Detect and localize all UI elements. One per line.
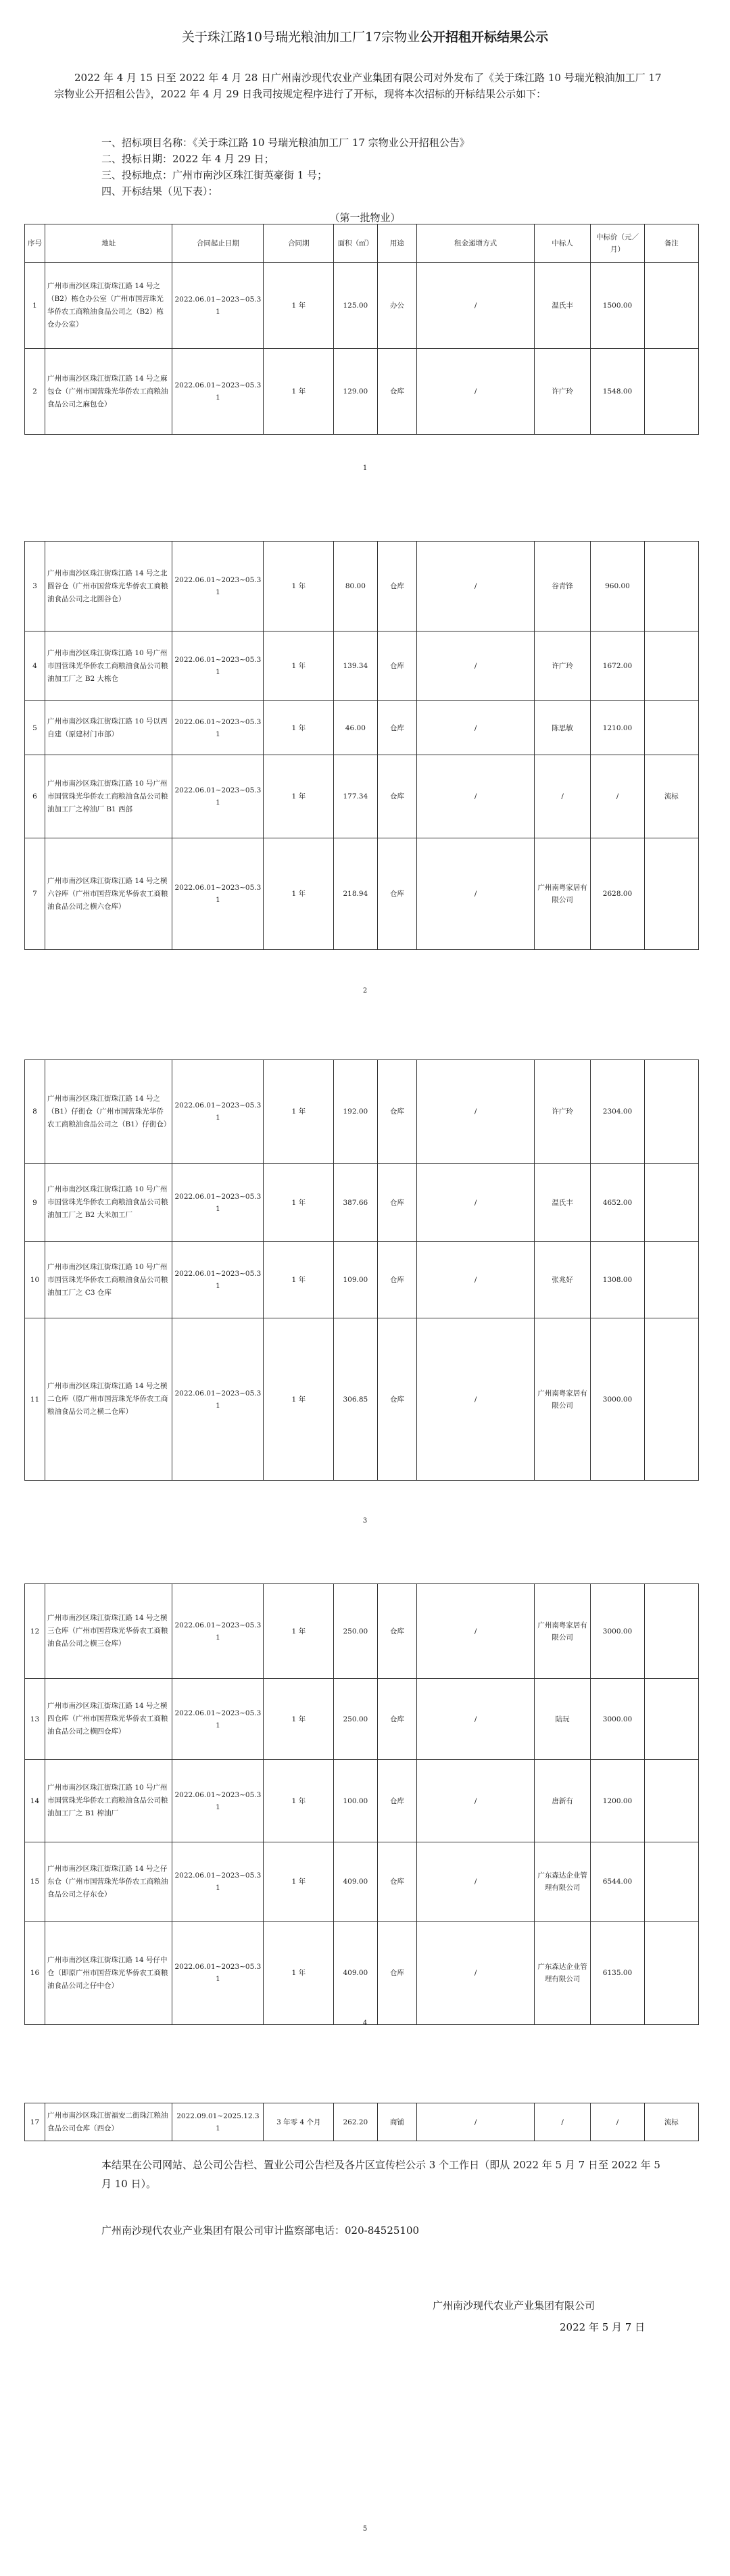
- cell-remark: [644, 1242, 698, 1318]
- cell-contract-term: 1 年: [264, 838, 334, 950]
- cell-rent-increase: /: [417, 1584, 534, 1679]
- table-row: [25, 349, 699, 435]
- cell-usage: 仓库: [377, 1584, 417, 1679]
- table-row: [25, 1842, 699, 1922]
- cell-contract-period: 2022.06.01~2023~05.31: [172, 1164, 264, 1242]
- cell-winning-price: 3000.00: [591, 1679, 644, 1760]
- results-table-page-1: [24, 224, 699, 435]
- cell-contract-term: 1 年: [264, 263, 334, 349]
- cell-address: 广州市南沙区珠江街珠江路 14 号之（B2）栋仓办公室（广州市国营珠光华侨农工商粮油食品公司之（B2）栋仓办公室）: [45, 263, 172, 349]
- cell-address: 广州市南沙区珠江街珠江路 10 号广州市国营珠光华侨农工商粮油食品公司粮油加工厂之 C3 仓库: [45, 1242, 172, 1318]
- cell-address: 广州市南沙区珠江街珠江路 14 号之仔东仓（广州市国营珠光华侨农工商粮油食品公司之仔东仓）: [45, 1842, 172, 1922]
- cell-contract-term: 1 年: [264, 1318, 334, 1481]
- cell-remark: [644, 1318, 698, 1481]
- cell-contract-period: 2022.06.01~2023~05.31: [172, 1679, 264, 1760]
- cell-remark: [644, 1679, 698, 1760]
- cell-winning-bidder: /: [534, 2103, 591, 2141]
- cell-winning-bidder: 广东森达企业管理有限公司: [534, 1922, 591, 2025]
- cell-contract-period: 2022.06.01~2023~05.31: [172, 542, 264, 631]
- cell-usage: 仓库: [377, 838, 417, 950]
- cell-address: 广州市南沙区珠江街珠江路 14 号之横二仓库（原广州市国营珠光华侨农工商粮油食品公司之横二仓库）: [45, 1318, 172, 1481]
- cell-area: 409.00: [334, 1922, 377, 2025]
- cell-winning-price: 2304.00: [591, 1060, 644, 1164]
- cell-address: 广州市南沙区珠江街珠江路 14 号之北圆谷仓（广州市国营珠光华侨农工商粮油食品公司之北圆谷仓）: [45, 542, 172, 631]
- signature-date: 2022 年 5 月 7 日: [560, 2321, 646, 2333]
- cell-usage: 仓库: [377, 1164, 417, 1242]
- cell-contract-period: 2022.06.01~2023~05.31: [172, 1242, 264, 1318]
- cell-row-number: 11: [25, 1318, 45, 1481]
- cell-remark: 流标: [644, 2103, 698, 2141]
- cell-usage: 办公: [377, 263, 417, 349]
- cell-area: 387.66: [334, 1164, 377, 1242]
- cell-address: 广州市南沙区珠江街福安二街珠江粮油食品公司仓库（西仓）: [45, 2103, 172, 2141]
- cell-usage: 仓库: [377, 1060, 417, 1164]
- cell-rent-increase: /: [417, 838, 534, 950]
- cell-winning-bidder: 广州南粤家居有限公司: [534, 1584, 591, 1679]
- cell-contract-term: 1 年: [264, 1922, 334, 2025]
- cell-winning-bidder: 许广玲: [534, 1060, 591, 1164]
- cell-contract-period: 2022.06.01~2023~05.31: [172, 1760, 264, 1842]
- cell-address: 广州市南沙区珠江街珠江路 10 号广州市国营珠光华侨农工商粮油食品公司粮油加工厂之 B1 榨油厂: [45, 1760, 172, 1842]
- column-header-winning-bidder: 中标人: [534, 224, 591, 263]
- cell-remark: [644, 1584, 698, 1679]
- cell-rent-increase: /: [417, 1679, 534, 1760]
- cell-winning-bidder: 许广玲: [534, 631, 591, 701]
- page-number: 3: [362, 1517, 368, 1525]
- cell-area: 125.00: [334, 263, 377, 349]
- cell-area: 250.00: [334, 1584, 377, 1679]
- cell-rent-increase: /: [417, 542, 534, 631]
- cell-winning-bidder: 谷青锋: [534, 542, 591, 631]
- cell-contract-period: 2022.06.01~2023~05.31: [172, 349, 264, 435]
- column-header-usage: 用途: [377, 224, 417, 263]
- cell-contract-period: 2022.06.01~2023~05.31: [172, 1842, 264, 1922]
- cell-contract-term: 1 年: [264, 1584, 334, 1679]
- cell-row-number: 7: [25, 838, 45, 950]
- page-number: 2: [362, 987, 368, 995]
- cell-remark: [644, 542, 698, 631]
- results-table-page-4: [24, 1583, 699, 2025]
- intro-paragraph: 2022 年 4 月 15 日至 2022 年 4 月 28 日广州南沙现代农业产业集团有限公司对外发布了《关于珠江路 10 号瑞光粮油加工厂 17 宗物业公开招租公告》，2022 年 4 月 29 日我司按规定程序进行了开标，现将本次招标的开标结果公示如下：: [54, 72, 662, 100]
- cell-usage: 仓库: [377, 1922, 417, 2025]
- cell-contract-period: 2022.06.01~2023~05.31: [172, 631, 264, 701]
- cell-address: 广州市南沙区珠江街珠江路 10 号以西自建（原建材门市部）: [45, 701, 172, 755]
- column-header-remark: 备注: [644, 224, 698, 263]
- cell-address: 广州市南沙区珠江街珠江路 14 号仔中仓（即原广州市国营珠光华侨农工商粮油食品公司之仔中仓）: [45, 1922, 172, 2025]
- cell-rent-increase: /: [417, 1060, 534, 1164]
- cell-rent-increase: /: [417, 1922, 534, 2025]
- cell-area: 100.00: [334, 1760, 377, 1842]
- cell-winning-price: 1672.00: [591, 631, 644, 701]
- results-table-page-5: [24, 2103, 699, 2141]
- cell-winning-price: 960.00: [591, 542, 644, 631]
- cell-row-number: 4: [25, 631, 45, 701]
- cell-row-number: 10: [25, 1242, 45, 1318]
- cell-winning-price: 6544.00: [591, 1842, 644, 1922]
- page-number: 4: [362, 2020, 368, 2027]
- cell-area: 109.00: [334, 1242, 377, 1318]
- cell-contract-term: 1 年: [264, 542, 334, 631]
- cell-winning-bidder: 温氏丰: [534, 263, 591, 349]
- publicity-note: 本结果在公司网站、总公司公告栏、置业公司公告栏及各片区宣传栏公示 3 个工作日（即从 2022 年 5 月 7 日至 2022 年 5 月 10 日）。: [101, 2159, 660, 2190]
- cell-row-number: 15: [25, 1842, 45, 1922]
- cell-winning-price: 3000.00: [591, 1584, 644, 1679]
- cell-remark: 流标: [644, 755, 698, 838]
- cell-remark: [644, 1164, 698, 1242]
- cell-winning-price: 4652.00: [591, 1164, 644, 1242]
- cell-winning-price: /: [591, 2103, 644, 2141]
- table-row: [25, 1318, 699, 1481]
- cell-winning-bidder: /: [534, 755, 591, 838]
- results-table-page-3: [24, 1059, 699, 1481]
- cell-address: 广州市南沙区珠江街珠江路 10 号广州市国营珠光华侨农工商粮油食品公司粮油加工厂之 B2 大米加工厂: [45, 1164, 172, 1242]
- table-row: [25, 542, 699, 631]
- cell-rent-increase: /: [417, 1242, 534, 1318]
- cell-remark: [644, 1060, 698, 1164]
- cell-area: 139.34: [334, 631, 377, 701]
- cell-address: 广州市南沙区珠江街珠江路 10 号广州市国营珠光华侨农工商粮油食品公司粮油加工厂之 B2 大栋仓: [45, 631, 172, 701]
- column-header-address: 地址: [45, 224, 172, 263]
- cell-usage: 仓库: [377, 755, 417, 838]
- info-results-label: 四、开标结果（见下表）：: [101, 185, 218, 197]
- cell-row-number: 2: [25, 349, 45, 435]
- cell-remark: [644, 1922, 698, 2025]
- cell-row-number: 6: [25, 755, 45, 838]
- cell-remark: [644, 701, 698, 755]
- cell-rent-increase: /: [417, 701, 534, 755]
- cell-contract-period: 2022.06.01~2023~05.31: [172, 1060, 264, 1164]
- cell-rent-increase: /: [417, 1842, 534, 1922]
- table-row: [25, 1060, 699, 1164]
- cell-contract-term: 1 年: [264, 1679, 334, 1760]
- cell-address: 广州市南沙区珠江街珠江路 14 号之麻包仓（广州市国营珠光华侨农工商粮油食品公司之麻包仓）: [45, 349, 172, 435]
- cell-row-number: 9: [25, 1164, 45, 1242]
- cell-row-number: 14: [25, 1760, 45, 1842]
- cell-winning-price: 1308.00: [591, 1242, 644, 1318]
- cell-contract-term: 1 年: [264, 1164, 334, 1242]
- cell-winning-bidder: 广东森达企业管理有限公司: [534, 1842, 591, 1922]
- table-row: [25, 1242, 699, 1318]
- cell-contract-period: 2022.06.01~2023~05.31: [172, 1584, 264, 1679]
- cell-remark: [644, 838, 698, 950]
- cell-rent-increase: /: [417, 755, 534, 838]
- cell-contract-term: 1 年: [264, 1842, 334, 1922]
- table-row: [25, 838, 699, 950]
- cell-winning-price: 6135.00: [591, 1922, 644, 2025]
- cell-winning-price: 1210.00: [591, 701, 644, 755]
- batch-label: （第一批物业）: [329, 212, 401, 224]
- cell-contract-period: 2022.06.01~2023~05.31: [172, 1318, 264, 1481]
- cell-contract-term: 1 年: [264, 701, 334, 755]
- cell-contract-term: 3 年零 4 个月: [264, 2103, 334, 2141]
- cell-winning-bidder: 陆玩: [534, 1679, 591, 1760]
- info-project-name: 一、招标项目名称：《关于珠江路 10 号瑞光粮油加工厂 17 宗物业公开招租公告》: [101, 137, 470, 149]
- cell-winning-bidder: 唐新有: [534, 1760, 591, 1842]
- cell-winning-price: 1500.00: [591, 263, 644, 349]
- audit-contact: 广州南沙现代农业产业集团有限公司审计监察部电话：020-84525100: [101, 2224, 420, 2237]
- cell-contract-period: 2022.09.01~2025.12.31: [172, 2103, 264, 2141]
- table-header-row: [25, 224, 699, 263]
- cell-usage: 仓库: [377, 1679, 417, 1760]
- cell-contract-period: 2022.06.01~2023~05.31: [172, 755, 264, 838]
- cell-remark: [644, 1760, 698, 1842]
- cell-area: 80.00: [334, 542, 377, 631]
- table-row: [25, 263, 699, 349]
- cell-winning-bidder: 温氏丰: [534, 1164, 591, 1242]
- column-header-winning-price: 中标价（元／月）: [591, 224, 644, 263]
- cell-winning-price: 1548.00: [591, 349, 644, 435]
- page-number: 1: [362, 464, 368, 472]
- table-row: [25, 755, 699, 838]
- info-bid-location: 三、投标地点：广州市南沙区珠江街英豪街 1 号；: [101, 169, 328, 181]
- cell-rent-increase: /: [417, 2103, 534, 2141]
- table-row: [25, 1164, 699, 1242]
- cell-contract-period: 2022.06.01~2023~05.31: [172, 263, 264, 349]
- column-header-rent-increase: 租金递增方式: [417, 224, 534, 263]
- cell-contract-term: 1 年: [264, 1242, 334, 1318]
- table-row: [25, 1760, 699, 1842]
- cell-row-number: 17: [25, 2103, 45, 2141]
- cell-winning-bidder: 张兆好: [534, 1242, 591, 1318]
- cell-address: 广州市南沙区珠江街珠江路 14 号之横三仓库（广州市国营珠光华侨农工商粮油食品公司之横三仓库）: [45, 1584, 172, 1679]
- column-header-area: 面积（㎡）: [334, 224, 377, 263]
- cell-area: 218.94: [334, 838, 377, 950]
- cell-usage: 仓库: [377, 1242, 417, 1318]
- page-number: 5: [362, 2525, 368, 2533]
- cell-contract-period: 2022.06.01~2023~05.31: [172, 701, 264, 755]
- cell-row-number: 13: [25, 1679, 45, 1760]
- cell-area: 177.34: [334, 755, 377, 838]
- table-row: [25, 701, 699, 755]
- table-row: [25, 2103, 699, 2141]
- cell-address: 广州市南沙区珠江街珠江路 14 号之横六谷库（广州市国营珠光华侨农工商粮油食品公司之横六仓库）: [45, 838, 172, 950]
- cell-area: 250.00: [334, 1679, 377, 1760]
- cell-usage: 仓库: [377, 631, 417, 701]
- cell-area: 46.00: [334, 701, 377, 755]
- cell-remark: [644, 349, 698, 435]
- cell-usage: 仓库: [377, 542, 417, 631]
- cell-usage: 商铺: [377, 2103, 417, 2141]
- cell-winning-price: /: [591, 755, 644, 838]
- cell-area: 306.85: [334, 1318, 377, 1481]
- cell-usage: 仓库: [377, 701, 417, 755]
- cell-row-number: 16: [25, 1922, 45, 2025]
- cell-address: 广州市南沙区珠江街珠江路 10 号广州市国营珠光华侨农工商粮油食品公司粮油加工厂之榨油厂 B1 西部: [45, 755, 172, 838]
- cell-usage: 仓库: [377, 1842, 417, 1922]
- cell-area: 129.00: [334, 349, 377, 435]
- cell-usage: 仓库: [377, 349, 417, 435]
- page-title: 关于珠江路10号瑞光粮油加工厂17宗物业公开招租开标结果公示: [181, 30, 549, 45]
- info-bid-date: 二、投标日期：2022 年 4 月 29 日；: [101, 153, 274, 165]
- cell-winning-bidder: 广州南粤家居有限公司: [534, 838, 591, 950]
- cell-remark: [644, 631, 698, 701]
- cell-area: 192.00: [334, 1060, 377, 1164]
- cell-contract-term: 1 年: [264, 755, 334, 838]
- cell-rent-increase: /: [417, 1760, 534, 1842]
- cell-row-number: 1: [25, 263, 45, 349]
- cell-rent-increase: /: [417, 263, 534, 349]
- cell-rent-increase: /: [417, 349, 534, 435]
- cell-rent-increase: /: [417, 1318, 534, 1481]
- cell-remark: [644, 263, 698, 349]
- cell-rent-increase: /: [417, 1164, 534, 1242]
- signature-company: 广州南沙现代农业产业集团有限公司: [433, 2299, 595, 2312]
- cell-winning-bidder: 许广玲: [534, 349, 591, 435]
- cell-remark: [644, 1842, 698, 1922]
- column-header-contract-period: 合同起止日期: [172, 224, 264, 263]
- table-row: [25, 1584, 699, 1679]
- cell-contract-period: 2022.06.01~2023~05.31: [172, 838, 264, 950]
- cell-winning-bidder: 陈思敏: [534, 701, 591, 755]
- cell-contract-term: 1 年: [264, 1760, 334, 1842]
- cell-contract-term: 1 年: [264, 631, 334, 701]
- cell-row-number: 3: [25, 542, 45, 631]
- cell-row-number: 5: [25, 701, 45, 755]
- cell-area: 409.00: [334, 1842, 377, 1922]
- cell-winning-price: 3000.00: [591, 1318, 644, 1481]
- results-table-page-2: [24, 541, 699, 950]
- cell-contract-term: 1 年: [264, 1060, 334, 1164]
- column-header-contract-term: 合同期: [264, 224, 334, 263]
- cell-usage: 仓库: [377, 1318, 417, 1481]
- table-row: [25, 631, 699, 701]
- cell-address: 广州市南沙区珠江街珠江路 14 号之（B1）仔街仓（广州市国营珠光华侨农工商粮油食品公司之（B1）仔街仓）: [45, 1060, 172, 1164]
- cell-area: 262.20: [334, 2103, 377, 2141]
- cell-winning-price: 2628.00: [591, 838, 644, 950]
- cell-row-number: 12: [25, 1584, 45, 1679]
- cell-winning-bidder: 广州南粤家居有限公司: [534, 1318, 591, 1481]
- table-row: [25, 1922, 699, 2025]
- cell-usage: 仓库: [377, 1760, 417, 1842]
- cell-rent-increase: /: [417, 631, 534, 701]
- cell-contract-period: 2022.06.01~2023~05.31: [172, 1922, 264, 2025]
- cell-winning-price: 1200.00: [591, 1760, 644, 1842]
- cell-address: 广州市南沙区珠江街珠江路 14 号之横四仓库（广州市国营珠光华侨农工商粮油食品公司之横四仓库）: [45, 1679, 172, 1760]
- column-header-row-number: 序号: [25, 224, 45, 263]
- cell-contract-term: 1 年: [264, 349, 334, 435]
- table-row: [25, 1679, 699, 1760]
- cell-row-number: 8: [25, 1060, 45, 1164]
